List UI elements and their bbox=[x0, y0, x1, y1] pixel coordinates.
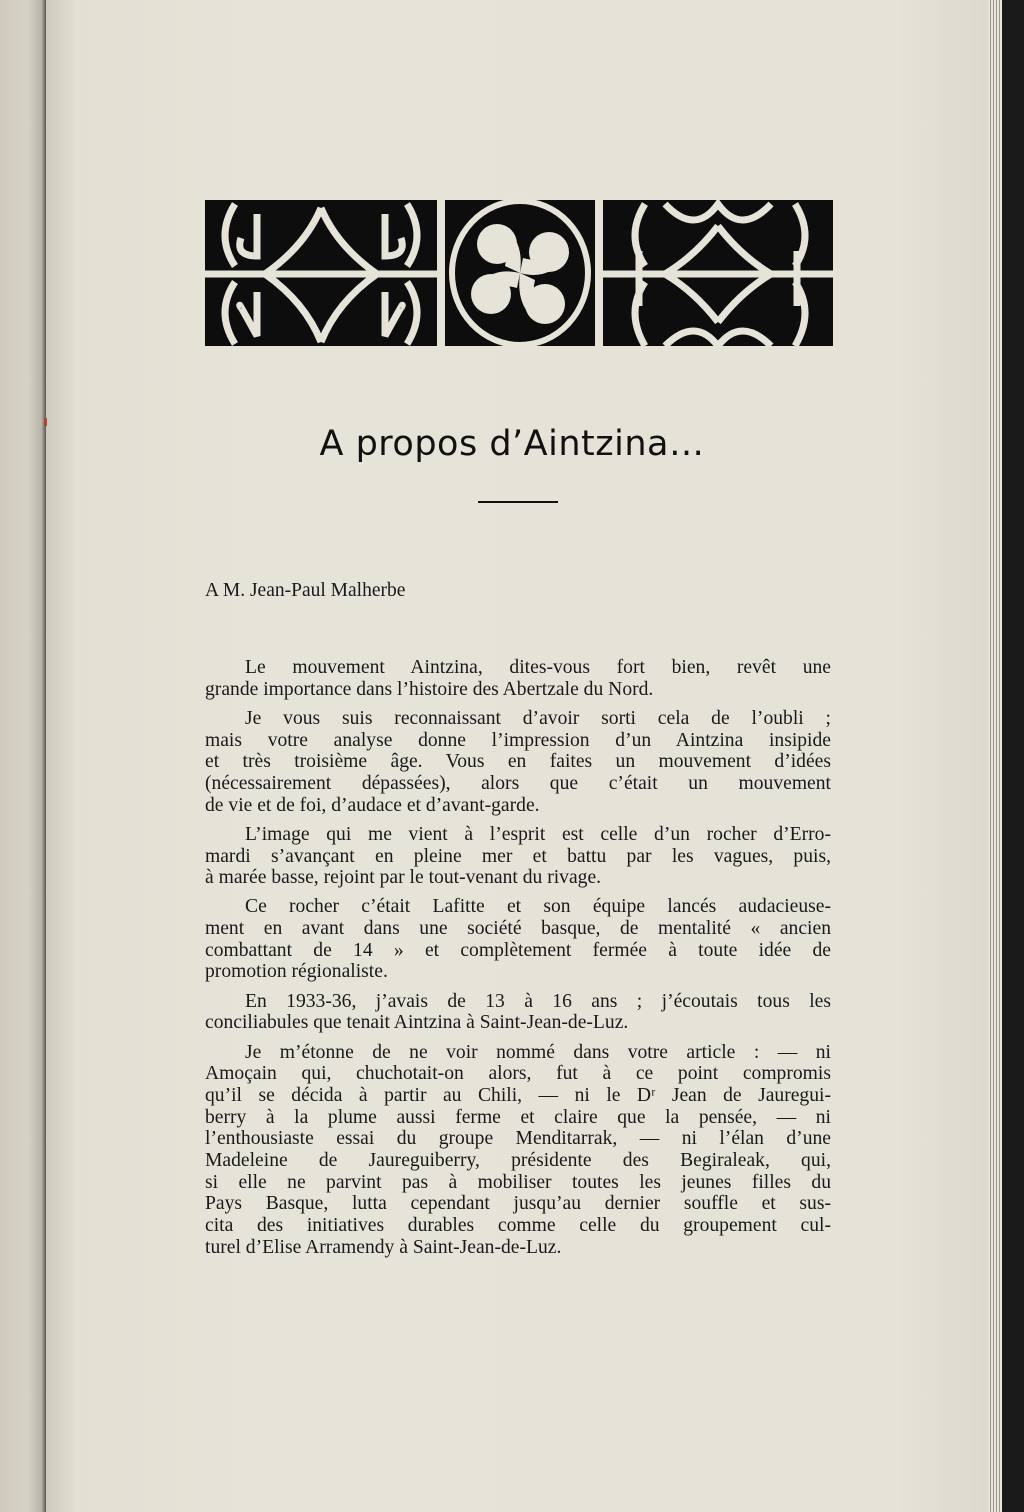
text-line: ment en avant dans une société basque, de mentalité « ancien bbox=[205, 918, 831, 940]
basque-ornament-banner bbox=[205, 196, 833, 350]
page-stack-edges bbox=[988, 0, 1002, 1512]
article-title: A propos d’Aintzina… bbox=[319, 424, 705, 464]
text-line: Ce rocher c’était Lafitte et son équipe lancés audacieuse- bbox=[245, 896, 831, 918]
text-line: L’image qui me vient à l’esprit est celle d’un rocher d’Erro- bbox=[245, 823, 831, 845]
text-line: et très troisième âge. Vous en faites un mouvement d’idées bbox=[205, 751, 831, 773]
text-line: conciliabules que tenait Aintzina à Saint-Jean-de-Luz. bbox=[205, 1012, 629, 1034]
text-line: Madeleine de Jaureguiberry, présidente des Begiraleak, qui, bbox=[205, 1149, 831, 1171]
paragraph bbox=[205, 991, 831, 1034]
text-line: Le mouvement Aintzina, dites-vous fort bien, revêt une bbox=[245, 657, 831, 678]
text-line: qu’il se décida à partir au Chili, — ni le Dʳ Jean de Jauregui- bbox=[205, 1084, 831, 1106]
text-line: promotion régionaliste. bbox=[205, 961, 388, 983]
paragraph bbox=[205, 657, 831, 700]
text-line: l’enthousiaste essai du groupe Menditarrak, — ni l’élan d’une bbox=[205, 1128, 831, 1150]
title-divider bbox=[478, 501, 558, 503]
text-line: mais votre analyse donne l’impression d’un Aintzina insipide bbox=[205, 729, 831, 751]
text-line: Je vous suis reconnaissant d’avoir sorti cela de l’oubli ; bbox=[245, 707, 831, 729]
text-line: cita des initiatives durables comme celle du groupement cul- bbox=[205, 1215, 831, 1236]
text-line: grande importance dans l’histoire des Abertzale du Nord. bbox=[205, 678, 654, 700]
paragraph bbox=[205, 824, 831, 889]
text-line: combattant de 14 » et complètement fermée à toute idée de bbox=[205, 939, 831, 961]
paragraph bbox=[205, 708, 831, 816]
text-line: (nécessairement dépassées), alors que c’était un mouvement bbox=[205, 772, 831, 794]
article-body bbox=[205, 657, 831, 1266]
text-line: de vie et de foi, d’audace et d’avant-garde. bbox=[205, 794, 540, 816]
dedication: A M. Jean-Paul Malherbe bbox=[205, 580, 406, 601]
text-line: berry à la plume aussi ferme et claire que la pensée, — ni bbox=[205, 1106, 831, 1128]
facing-page-edge bbox=[0, 0, 46, 1512]
paragraph bbox=[205, 1042, 831, 1259]
text-line: Pays Basque, lutta cependant jusqu’au dernier souffle et sus- bbox=[205, 1193, 831, 1215]
text-line: turel d’Elise Arramendy à Saint-Jean-de-Luz. bbox=[205, 1236, 562, 1258]
text-line: Je m’étonne de ne voir nommé dans votre article : — ni bbox=[245, 1041, 831, 1063]
text-line: si elle ne parvint pas à mobiliser toutes les jeunes filles du bbox=[205, 1171, 831, 1193]
text-line: à marée basse, rejoint par le tout-venant du rivage. bbox=[205, 867, 602, 889]
text-line: En 1933-36, j’avais de 13 à 16 ans ; j’écoutais tous les bbox=[245, 990, 831, 1012]
paragraph bbox=[205, 896, 831, 983]
text-line: Amoçain qui, chuchotait-on alors, fut à ce point compromis bbox=[205, 1063, 831, 1085]
text-line: mardi s’avançant en pleine mer et battu par les vagues, puis, bbox=[205, 845, 831, 867]
